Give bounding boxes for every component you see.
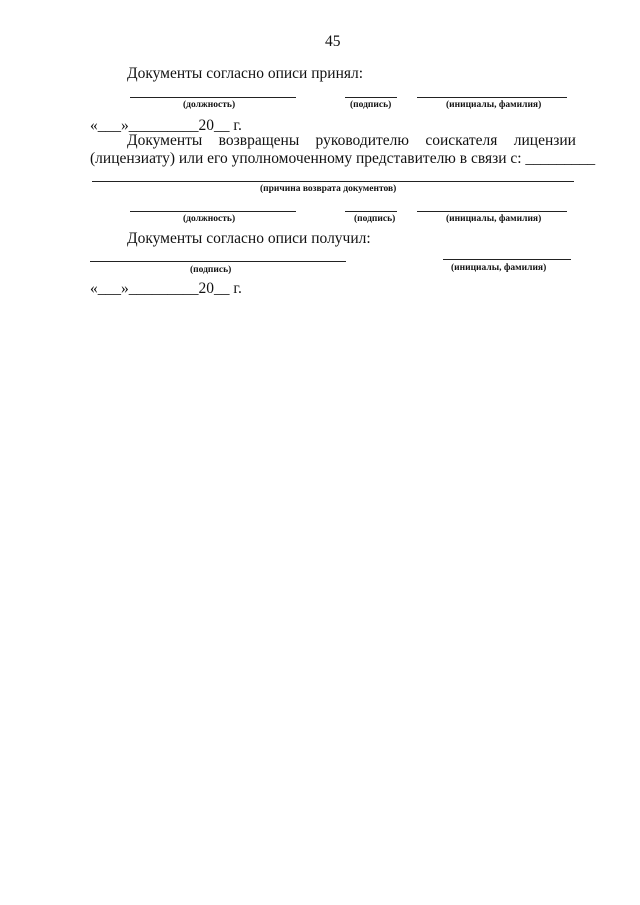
name-line-3 [443, 259, 571, 260]
name-caption-3: (инициалы, фамилия) [451, 263, 547, 273]
signature-line-3 [90, 261, 346, 262]
name-caption-2: (инициалы, фамилия) [446, 214, 542, 224]
received-heading: Документы согласно описи получил: [127, 230, 371, 247]
signature-line-2 [345, 211, 397, 212]
accepted-heading: Документы согласно описи принял: [127, 65, 364, 82]
returned-word: руководителю [315, 132, 410, 149]
returned-word: Документы [127, 132, 203, 149]
returned-word: лицензии [513, 132, 576, 149]
returned-paragraph-line-1 [127, 132, 576, 150]
signature-line-1 [345, 97, 397, 98]
position-line-2 [130, 211, 296, 212]
returned-paragraph-line-2: (лицензиату) или его уполномоченному представителю в связи с: _________ [90, 150, 596, 167]
page-number: 45 [325, 33, 341, 50]
signature-caption-2: (подпись) [354, 214, 396, 224]
position-caption-2: (должность) [183, 214, 236, 224]
returned-word: соискателя [425, 132, 498, 149]
name-line-2 [417, 211, 567, 212]
position-line-1 [130, 97, 296, 98]
returned-word: возвращены [218, 132, 300, 149]
reason-line [92, 181, 574, 182]
name-line-1 [417, 97, 567, 98]
date-line-3: «___»_________20__ г. [90, 280, 242, 297]
position-caption-1: (должность) [183, 100, 236, 110]
reason-caption: (причина возврата документов) [260, 184, 397, 194]
date-line-1: «___»_________20__ г. [90, 117, 242, 134]
signature-caption-3: (подпись) [190, 265, 232, 275]
name-caption-1: (инициалы, фамилия) [446, 100, 542, 110]
signature-caption-1: (подпись) [350, 100, 392, 110]
